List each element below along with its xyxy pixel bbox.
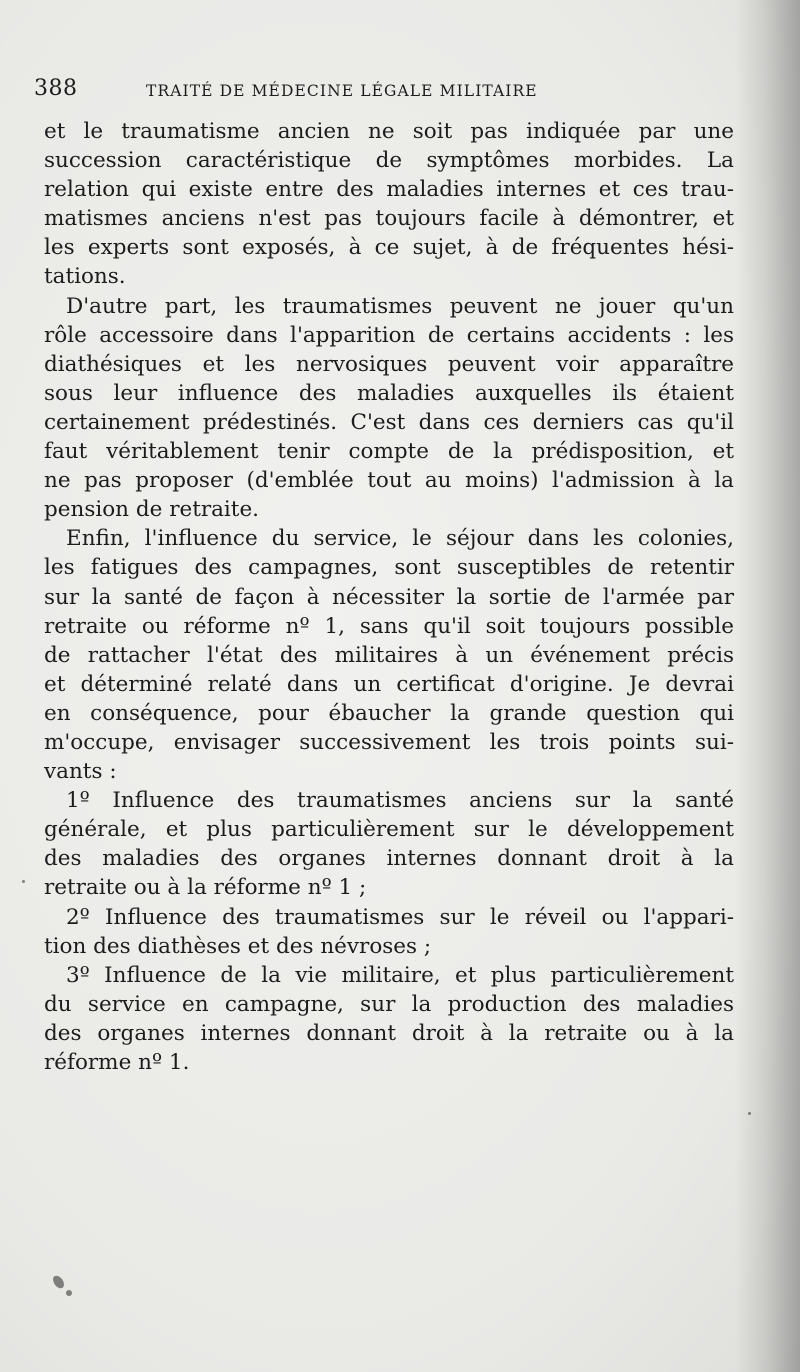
- paper-speck: [22, 880, 25, 883]
- text-line: tion des diathèses et des névroses ;: [44, 933, 432, 959]
- text-line: 1º Influence des traumatismes anciens sur la santé: [66, 788, 734, 814]
- text-line: faut véritablement tenir compte de la prédisposition, et: [44, 439, 734, 465]
- list-item-1: [44, 786, 734, 902]
- text-line: sous leur influence des maladies auxquelles ils étaient: [44, 380, 734, 406]
- text-line: réforme nº 1.: [44, 1050, 190, 1075]
- paper-speck: [66, 1290, 72, 1296]
- list-item-2: [44, 903, 734, 961]
- paragraph-2: [44, 292, 734, 525]
- text-line: du service en campagne, sur la production des maladies: [44, 991, 734, 1017]
- text-line: certainement prédestinés. C'est dans ces derniers cas qu'il: [44, 409, 734, 435]
- text-line: de rattacher l'état des militaires à un événement précis: [44, 642, 734, 668]
- text-line: retraite ou réforme nº 1, sans qu'il soit toujours possible: [44, 613, 734, 639]
- text-line: tations.: [44, 264, 126, 290]
- text-line: relation qui existe entre des maladies internes et ces trau-: [44, 177, 734, 203]
- text-line: matismes anciens n'est pas toujours facile à démontrer, et: [44, 206, 734, 232]
- running-title: TRAITÉ DE MÉDECINE LÉGALE MILITAIRE: [146, 82, 538, 100]
- list-item-3: [44, 961, 734, 1077]
- text-line: D'autre part, les traumatismes peuvent ne jouer qu'un: [66, 293, 734, 319]
- text-line: vants :: [44, 759, 117, 785]
- text-line: retraite ou à la réforme nº 1 ;: [44, 875, 367, 901]
- page-number: 388: [34, 76, 78, 101]
- text-line: pension de retraite.: [44, 497, 259, 523]
- paragraph-3: [44, 524, 734, 786]
- text-line: et déterminé relaté dans un certificat d'origine. Je devrai: [44, 671, 734, 697]
- text-line: ne pas proposer (d'emblée tout au moins) l'admission à la: [44, 468, 734, 494]
- paragraph-1: [44, 117, 734, 292]
- text-line: succession caractéristique de symptômes morbides. La: [44, 148, 734, 174]
- text-line: et le traumatisme ancien ne soit pas indiquée par une: [44, 119, 734, 144]
- body-text: [44, 117, 734, 1077]
- text-line: les experts sont exposés, à ce sujet, à de fréquentes hési-: [44, 235, 734, 261]
- text-line: générale, et plus particulièrement sur le développement: [44, 817, 734, 843]
- text-line: 2º Influence des traumatismes sur le réveil ou l'appari-: [66, 904, 734, 930]
- text-line: diathésiques et les nervosiques peuvent voir apparaître: [44, 351, 734, 377]
- text-line: sur la santé de façon à nécessiter la sortie de l'armée par: [44, 584, 734, 610]
- text-line: m'occupe, envisager successivement les trois points sui-: [44, 729, 734, 755]
- paper-speck: [51, 1274, 66, 1291]
- text-line: les fatigues des campagnes, sont susceptibles de retentir: [44, 555, 734, 581]
- text-line: des organes internes donnant droit à la retraite ou à la: [44, 1020, 734, 1046]
- text-line: rôle accessoire dans l'apparition de certains accidents : les: [44, 322, 734, 348]
- text-line: 3º Influence de la vie militaire, et plus particulièrement: [66, 962, 734, 988]
- page-header: [34, 74, 724, 104]
- text-line: des maladies des organes internes donnant droit à la: [44, 846, 734, 872]
- text-line: Enfin, l'influence du service, le séjour dans les colonies,: [66, 526, 734, 552]
- text-line: en conséquence, pour ébaucher la grande question qui: [44, 700, 734, 726]
- paper-speck: [748, 1112, 751, 1115]
